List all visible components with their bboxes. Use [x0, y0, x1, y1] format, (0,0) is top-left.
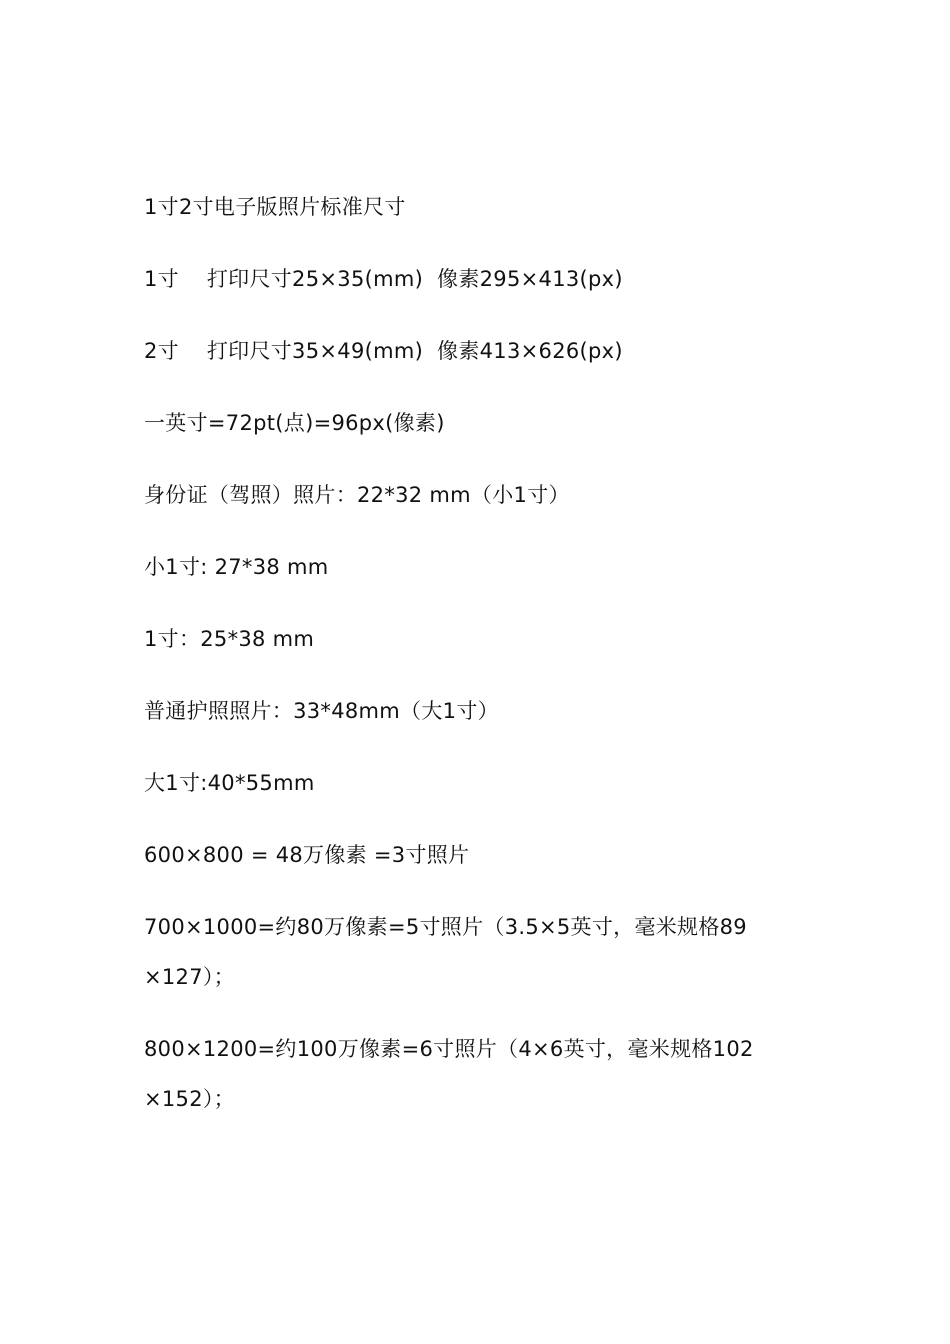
- passport-photo-line: 普通护照照片：33*48mm（大1寸）: [144, 699, 499, 723]
- five-cun-photo-line-continued: ×127）；: [144, 965, 235, 989]
- five-cun-photo-line: 700×1000=约80万像素=5寸照片（3.5×5英寸，毫米规格89: [144, 915, 747, 939]
- six-cun-photo-line: 800×1200=约100万像素=6寸照片（4×6英寸，毫米规格102: [144, 1037, 754, 1061]
- small-1-cun-line: 小1寸: 27*38 mm: [144, 555, 329, 579]
- large-1-cun-line: 大1寸:40*55mm: [144, 771, 315, 795]
- inch-conversion-line: 一英寸=72pt(点)=96px(像素): [144, 411, 445, 435]
- id-card-photo-line: 身份证（驾照）照片：22*32 mm（小1寸）: [144, 483, 570, 507]
- three-cun-photo-line: 600×800 = 48万像素 =3寸照片: [144, 843, 470, 867]
- one-cun-line: 1寸：25*38 mm: [144, 627, 315, 651]
- size-1-cun-line: 1寸 打印尺寸25×35(mm) 像素295×413(px): [144, 267, 623, 291]
- six-cun-photo-line-continued: ×152）；: [144, 1087, 235, 1111]
- document-title: 1寸2寸电子版照片标准尺寸: [144, 195, 406, 219]
- size-2-cun-line: 2寸 打印尺寸35×49(mm) 像素413×626(px): [144, 339, 623, 363]
